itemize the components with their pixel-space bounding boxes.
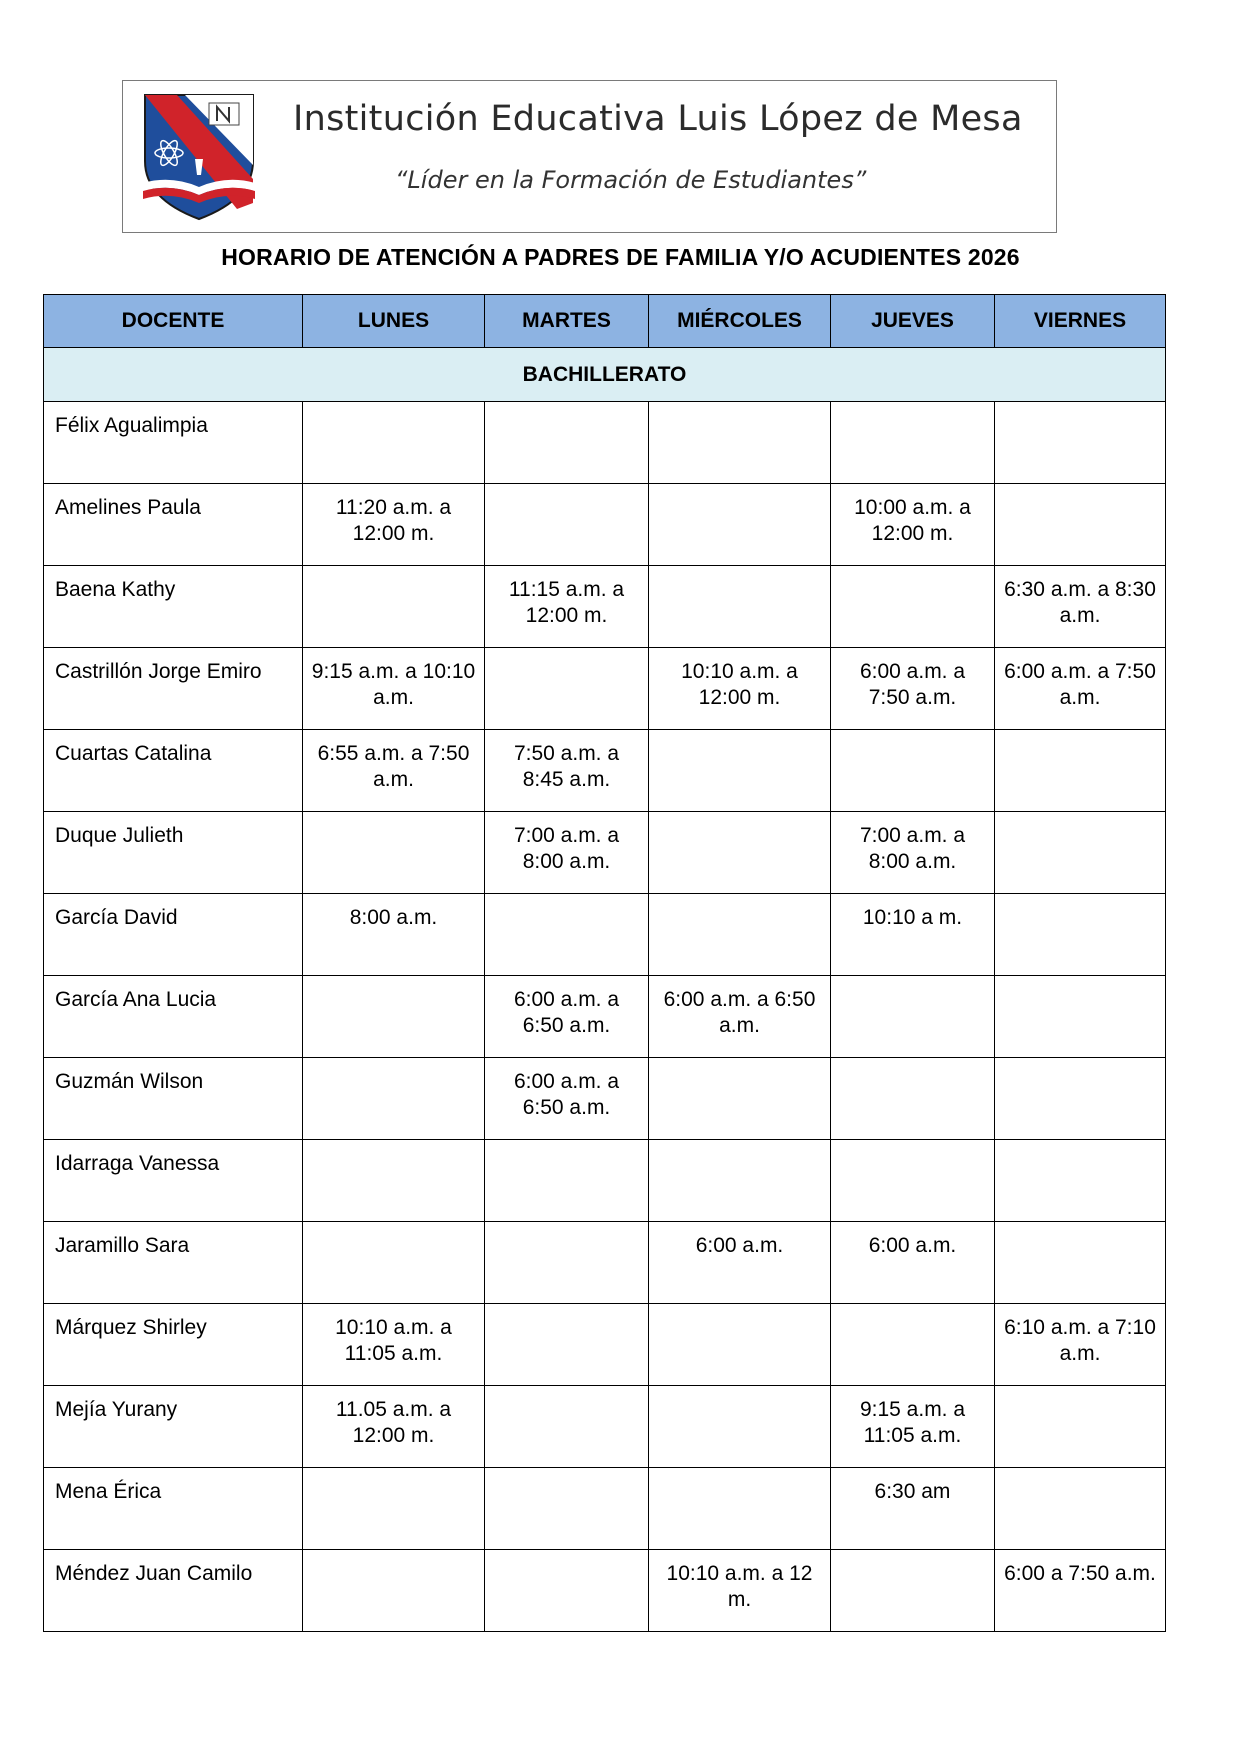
table-header-row <box>44 295 1166 348</box>
column-header-lunes: LUNES <box>303 295 485 348</box>
teacher-name-cell: García Ana Lucia <box>44 976 303 1058</box>
schedule-cell <box>995 1386 1166 1468</box>
schedule-cell <box>303 812 485 894</box>
schedule-cell <box>649 402 831 484</box>
schedule-cell <box>831 1140 995 1222</box>
schedule-cell <box>831 1058 995 1140</box>
teacher-name-cell: Jaramillo Sara <box>44 1222 303 1304</box>
schedule-cell <box>831 566 995 648</box>
table-row <box>44 402 1166 484</box>
institution-name: Institución Educativa Luis López de Mesa <box>293 99 1023 139</box>
schedule-cell <box>485 894 649 976</box>
schedule-cell <box>649 484 831 566</box>
schedule-cell <box>485 1550 649 1632</box>
schedule-cell <box>485 1468 649 1550</box>
teacher-name-cell: García David <box>44 894 303 976</box>
column-header-docente: DOCENTE <box>44 295 303 348</box>
column-header-martes: MARTES <box>485 295 649 348</box>
schedule-cell <box>831 1550 995 1632</box>
schedule-cell: 8:00 a.m. <box>303 894 485 976</box>
schedule-cell: 6:10 a.m. a 7:10 a.m. <box>995 1304 1166 1386</box>
schedule-cell <box>995 1468 1166 1550</box>
schedule-cell: 6:00 a.m. a 7:50 a.m. <box>831 648 995 730</box>
schedule-cell <box>303 1140 485 1222</box>
table-row <box>44 648 1166 730</box>
schedule-cell: 7:00 a.m. a 8:00 a.m. <box>485 812 649 894</box>
teacher-name-cell: Márquez Shirley <box>44 1304 303 1386</box>
section-row <box>44 348 1166 402</box>
schedule-cell <box>485 648 649 730</box>
table-row <box>44 976 1166 1058</box>
schedule-cell <box>995 730 1166 812</box>
schedule-cell: 10:10 a.m. a 12 m. <box>649 1550 831 1632</box>
schedule-cell <box>831 730 995 812</box>
schedule-cell: 9:15 a.m. a 10:10 a.m. <box>303 648 485 730</box>
schedule-cell <box>995 894 1166 976</box>
table-row <box>44 484 1166 566</box>
schedule-cell <box>995 812 1166 894</box>
teacher-name-cell: Guzmán Wilson <box>44 1058 303 1140</box>
schedule-cell <box>485 402 649 484</box>
schedule-cell <box>303 402 485 484</box>
schedule-cell: 6:30 a.m. a 8:30 a.m. <box>995 566 1166 648</box>
section-label: BACHILLERATO <box>44 348 1166 402</box>
schedule-cell: 9:15 a.m. a 11:05 a.m. <box>831 1386 995 1468</box>
schedule-cell <box>303 1550 485 1632</box>
table-row <box>44 1222 1166 1304</box>
table-row <box>44 1140 1166 1222</box>
schedule-cell <box>995 976 1166 1058</box>
teacher-name-cell: Amelines Paula <box>44 484 303 566</box>
schedule-cell <box>831 402 995 484</box>
schedule-cell <box>649 1140 831 1222</box>
schedule-cell: 6:00 a.m. a 6:50 a.m. <box>485 1058 649 1140</box>
schedule-cell <box>995 1058 1166 1140</box>
table-row <box>44 566 1166 648</box>
schedule-cell: 6:00 a.m. a 7:50 a.m. <box>995 648 1166 730</box>
teacher-name-cell: Cuartas Catalina <box>44 730 303 812</box>
teacher-name-cell: Mejía Yurany <box>44 1386 303 1468</box>
page-title: HORARIO DE ATENCIÓN A PADRES DE FAMILIA Y/O ACUDIENTES 2026 <box>221 244 1020 270</box>
table-row <box>44 1550 1166 1632</box>
schedule-cell <box>649 894 831 976</box>
schedule-cell: 11:15 a.m. a 12:00 m. <box>485 566 649 648</box>
schedule-cell <box>485 1386 649 1468</box>
schedule-cell: 10:10 a.m. a 12:00 m. <box>649 648 831 730</box>
schedule-cell: 6:00 a.m. <box>831 1222 995 1304</box>
teacher-name-cell: Méndez Juan Camilo <box>44 1550 303 1632</box>
table-row <box>44 812 1166 894</box>
schedule-cell <box>995 1140 1166 1222</box>
schedule-cell <box>485 1140 649 1222</box>
schedule-cell <box>485 484 649 566</box>
schedule-cell: 6:00 a.m. a 6:50 a.m. <box>649 976 831 1058</box>
schedule-cell <box>831 976 995 1058</box>
schedule-cell: 6:00 a.m. a 6:50 a.m. <box>485 976 649 1058</box>
schedule-cell <box>485 1304 649 1386</box>
column-header-jueves: JUEVES <box>831 295 995 348</box>
teacher-name-cell: Mena Érica <box>44 1468 303 1550</box>
schedule-cell: 10:10 a m. <box>831 894 995 976</box>
schedule-cell <box>303 1468 485 1550</box>
schedule-cell: 6:30 am <box>831 1468 995 1550</box>
teacher-name-cell: Baena Kathy <box>44 566 303 648</box>
table-row <box>44 1058 1166 1140</box>
schedule-cell <box>995 1222 1166 1304</box>
schedule-cell <box>995 484 1166 566</box>
schedule-cell <box>649 1304 831 1386</box>
schedule-cell: 11.05 a.m. a 12:00 m. <box>303 1386 485 1468</box>
institution-header <box>122 80 1057 233</box>
schedule-cell <box>831 1304 995 1386</box>
table-row <box>44 1386 1166 1468</box>
school-crest-icon <box>137 91 261 223</box>
schedule-cell <box>303 1058 485 1140</box>
schedule-cell <box>649 730 831 812</box>
schedule-cell <box>303 976 485 1058</box>
teacher-name-cell: Idarraga Vanessa <box>44 1140 303 1222</box>
schedule-cell <box>303 1222 485 1304</box>
schedule-cell: 7:00 a.m. a 8:00 a.m. <box>831 812 995 894</box>
schedule-cell: 6:00 a.m. <box>649 1222 831 1304</box>
schedule-cell <box>303 566 485 648</box>
table-row <box>44 1304 1166 1386</box>
schedule-cell: 11:20 a.m. a 12:00 m. <box>303 484 485 566</box>
schedule-table <box>43 294 1166 1632</box>
schedule-cell: 7:50 a.m. a 8:45 a.m. <box>485 730 649 812</box>
schedule-cell <box>649 566 831 648</box>
schedule-cell <box>649 1386 831 1468</box>
teacher-name-cell: Félix Agualimpia <box>44 402 303 484</box>
schedule-cell: 10:10 a.m. a 11:05 a.m. <box>303 1304 485 1386</box>
institution-motto: “Líder en la Formación de Estudiantes” <box>395 166 867 194</box>
teacher-name-cell: Duque Julieth <box>44 812 303 894</box>
column-header-viernes: VIERNES <box>995 295 1166 348</box>
column-header-miercoles: MIÉRCOLES <box>649 295 831 348</box>
schedule-cell: 6:00 a 7:50 a.m. <box>995 1550 1166 1632</box>
schedule-cell <box>995 402 1166 484</box>
schedule-cell <box>485 1222 649 1304</box>
table-row <box>44 1468 1166 1550</box>
schedule-cell <box>649 1058 831 1140</box>
schedule-cell: 10:00 a.m. a 12:00 m. <box>831 484 995 566</box>
table-row <box>44 894 1166 976</box>
schedule-cell <box>649 812 831 894</box>
schedule-cell: 6:55 a.m. a 7:50 a.m. <box>303 730 485 812</box>
schedule-cell <box>649 1468 831 1550</box>
table-row <box>44 730 1166 812</box>
teacher-name-cell: Castrillón Jorge Emiro <box>44 648 303 730</box>
